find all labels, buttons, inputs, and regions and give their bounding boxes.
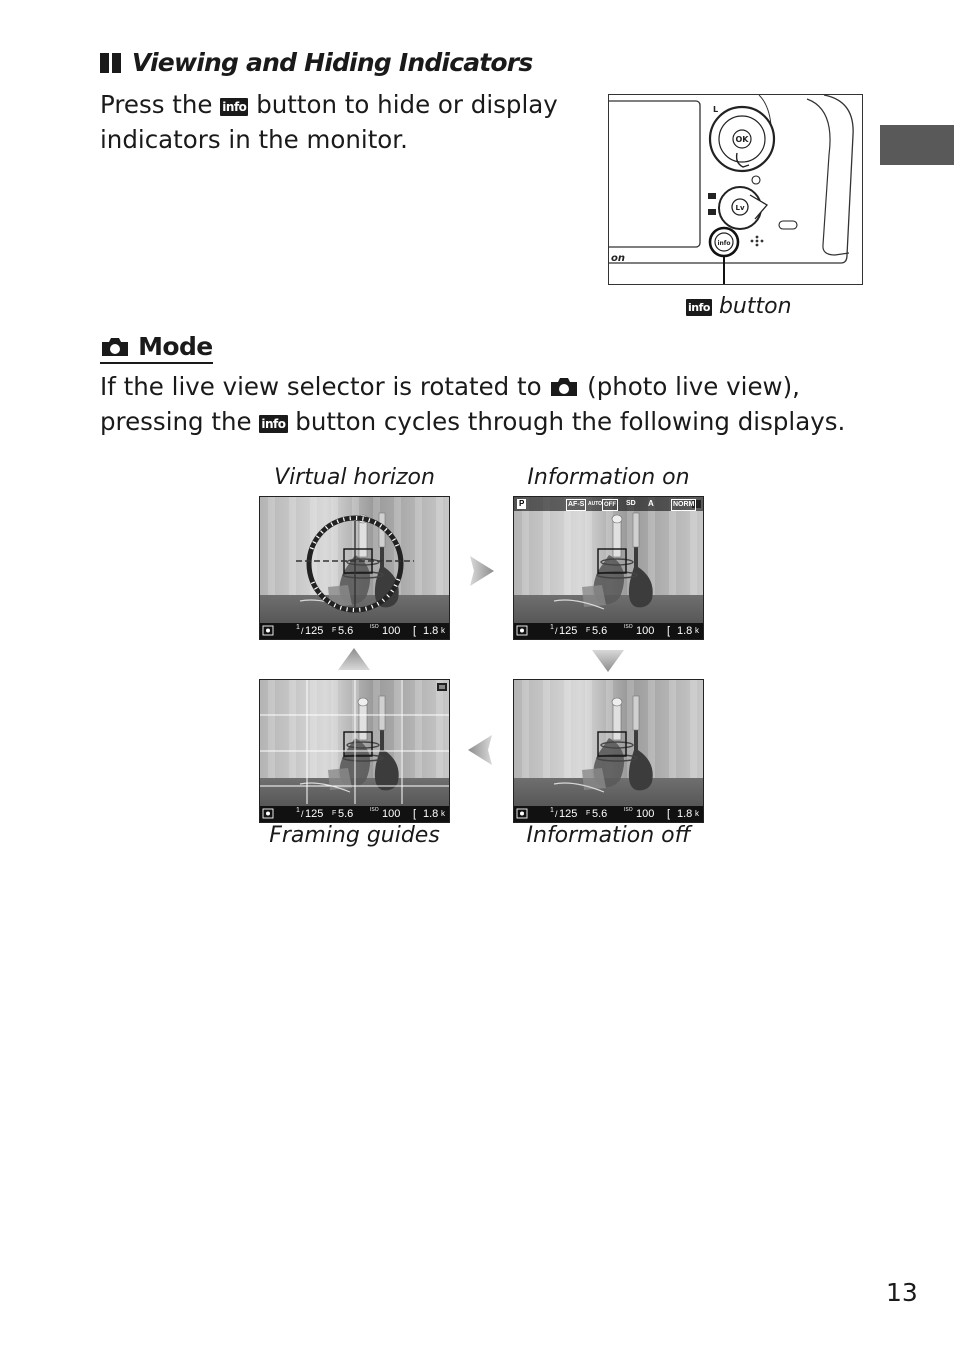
shots-remaining: 1.8: [677, 808, 693, 820]
caption-text: button: [718, 294, 792, 319]
arrow-down-icon: [590, 642, 626, 678]
shots-unit: k: [441, 626, 445, 635]
mode-text-line1-after: (photo live view),: [587, 372, 800, 401]
mode-heading: [100, 332, 213, 361]
caption-information-on: Information on: [527, 465, 690, 490]
intro-text-line2: indicators in the monitor.: [100, 125, 408, 154]
aperture-prefix: F: [586, 810, 591, 817]
status-bar: 1 / 125 F 5.6 ISO 100 [ 1.8 k: [260, 623, 449, 639]
iso-label: ISO: [624, 807, 633, 813]
shots-unit: k: [695, 809, 699, 818]
shutter-numerator: 1: [550, 624, 554, 631]
shots-remaining: 1.8: [423, 808, 439, 820]
iso-value: 100: [382, 625, 401, 637]
section-heading: [100, 48, 532, 77]
iso-value: 100: [382, 808, 401, 820]
aperture-prefix: F: [586, 627, 591, 634]
shots-remaining: 1.8: [677, 625, 693, 637]
iso-value: 100: [636, 808, 655, 820]
camera-back-illustration: [608, 94, 863, 285]
lv-button-label: Lv: [735, 204, 745, 212]
shots-bracket: [: [413, 625, 417, 637]
shutter-speed: 125: [559, 808, 578, 820]
arrow-up-icon: [336, 642, 372, 678]
iso-label: ISO: [624, 624, 633, 630]
shots-unit: k: [695, 626, 699, 635]
chapter-tab-marker: [880, 125, 954, 165]
shutter-speed: 125: [559, 625, 578, 637]
shutter-speed: 125: [305, 625, 324, 637]
mode-text-line2-before: pressing the: [100, 407, 252, 436]
screen-information-off: [513, 679, 704, 823]
info-button-caption: [686, 294, 792, 319]
shots-bracket: [: [667, 808, 671, 820]
shutter-numerator: 1: [296, 807, 300, 814]
aperture-prefix: F: [332, 627, 337, 634]
heading-marker-icon: [100, 53, 109, 73]
mode-text-line1-before: If the live view selector is rotated to: [100, 372, 542, 401]
exposure-mode: P: [519, 499, 525, 508]
heading-marker-icon: [112, 53, 121, 73]
image-quality: NORM: [671, 499, 696, 511]
status-bar: 1 / 125 F 5.6 ISO 100 [ 1.8 k: [260, 806, 449, 822]
intro-paragraph: [100, 87, 558, 157]
info-button-icon: info: [688, 301, 710, 314]
d-lighting: OFF: [602, 499, 618, 511]
info-button-icon: info: [261, 417, 286, 431]
iso-value: 100: [636, 625, 655, 637]
screen-information-on: [513, 496, 704, 640]
status-bar: 1 / 125 F 5.6 ISO 100 [ 1.8 k: [514, 806, 703, 822]
status-bar: 1 / 125 F 5.6 ISO 100 [ 1.8 k: [514, 623, 703, 639]
focus-mode: AF-S: [566, 499, 586, 511]
mode-heading-text: Mode: [138, 332, 213, 361]
iso-label: ISO: [370, 624, 379, 630]
photo-camera-icon: [549, 376, 579, 398]
arrow-left-icon: [462, 732, 498, 768]
screen-virtual-horizon: [259, 496, 450, 640]
aperture: 5.6: [338, 625, 354, 637]
shutter-numerator: 1: [550, 807, 554, 814]
lock-label: L: [713, 105, 719, 114]
caption-information-off: Information off: [526, 823, 691, 848]
af-area: AUTO: [588, 501, 603, 507]
info-button-label: info: [717, 240, 731, 247]
page-number: 13: [886, 1278, 918, 1307]
caption-framing-guides: Framing guides: [269, 823, 440, 848]
shots-bracket: [: [667, 625, 671, 637]
caption-virtual-horizon: Virtual horizon: [274, 465, 435, 490]
aperture: 5.6: [338, 808, 354, 820]
shots-remaining: 1.8: [423, 625, 439, 637]
aperture-prefix: F: [332, 810, 337, 817]
info-button-icon: info: [222, 100, 247, 114]
aperture: 5.6: [592, 808, 608, 820]
arrow-right-icon: [464, 553, 500, 589]
section-heading-text: Viewing and Hiding Indicators: [131, 48, 533, 77]
brand-logo-text: on: [611, 253, 625, 264]
shutter-speed: 125: [305, 808, 324, 820]
mode-paragraph: [100, 369, 845, 439]
iso-label: ISO: [370, 807, 379, 813]
memory-card: SD: [626, 500, 636, 507]
camera-back-svg: [609, 95, 862, 284]
aperture: 5.6: [592, 625, 608, 637]
shots-unit: k: [441, 809, 445, 818]
shots-bracket: [: [413, 808, 417, 820]
top-info-bar: [514, 497, 703, 511]
photo-camera-icon: [100, 336, 130, 358]
intro-text-after: button to hide or display: [256, 90, 558, 119]
shutter-numerator: 1: [296, 624, 300, 631]
mode-text-line2-after: button cycles through the following displays.: [295, 407, 846, 436]
screen-framing-guides: [259, 679, 450, 823]
white-balance: A: [648, 499, 654, 508]
intro-text-before: Press the: [100, 90, 213, 119]
ok-button-label: OK: [735, 135, 749, 144]
